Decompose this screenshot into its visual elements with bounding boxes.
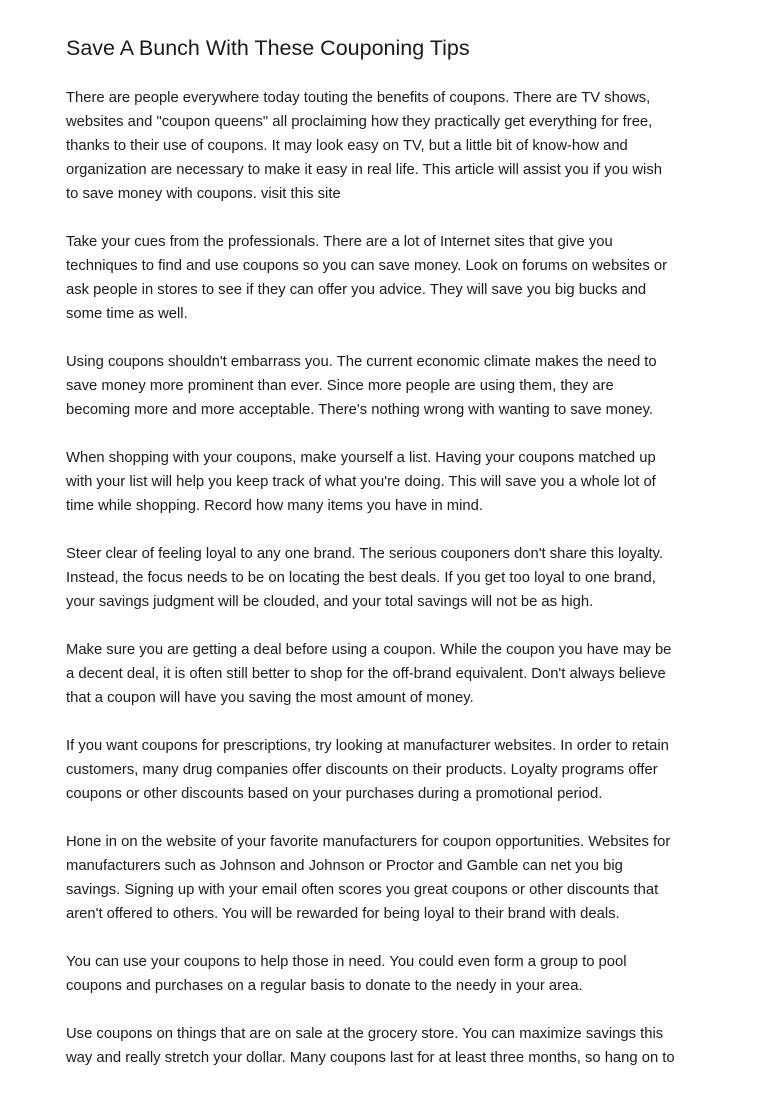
paragraph-line: Make sure you are getting a deal before using a coupon. While the coupon you have may be xyxy=(66,642,672,658)
paragraph-line: Use coupons on things that are on sale at the grocery store. You can maximize savings this xyxy=(66,1026,664,1042)
paragraph-line: manufacturers such as Johnson and Johnson or Proctor and Gamble can net you big xyxy=(66,858,623,874)
paragraph-line: coupons or other discounts based on your purchases during a promotional period. xyxy=(66,786,603,802)
page-title: Save A Bunch With These Couponing Tips xyxy=(66,36,470,60)
paragraph-line: Using coupons shouldn't embarrass you. The current economic climate makes the need to xyxy=(66,354,657,370)
paragraph-line: customers, many drug companies offer discounts on their products. Loyalty programs offer xyxy=(66,762,658,778)
paragraph xyxy=(66,734,716,806)
paragraph-line: some time as well. xyxy=(66,306,188,322)
paragraph-line: If you want coupons for prescriptions, try looking at manufacturer websites. In order to retain xyxy=(66,738,669,754)
paragraph-line: that a coupon will have you saving the most amount of money. xyxy=(66,690,474,706)
paragraph xyxy=(66,950,716,998)
paragraph-line: save money more prominent than ever. Since more people are using them, they are xyxy=(66,378,614,394)
paragraph-line: You can use your coupons to help those in need. You could even form a group to pool xyxy=(66,954,627,970)
paragraph xyxy=(66,350,716,422)
paragraph-line: to save money with coupons. visit this site xyxy=(66,186,341,202)
paragraph xyxy=(66,446,716,518)
paragraph-line: techniques to find and use coupons so you can save money. Look on forums on websites or xyxy=(66,258,668,274)
paragraph-line: your savings judgment will be clouded, and your total savings will not be as high. xyxy=(66,594,594,610)
paragraph-line: way and really stretch your dollar. Many coupons last for at least three months, so hang on to xyxy=(66,1050,675,1066)
paragraph-line: a decent deal, it is often still better to shop for the off-brand equivalent. Don't always believe xyxy=(66,666,666,682)
article-body xyxy=(66,86,716,1094)
paragraph-line: Hone in on the website of your favorite manufacturers for coupon opportunities. Websites for xyxy=(66,834,671,850)
paragraph xyxy=(66,86,716,206)
paragraph xyxy=(66,638,716,710)
paragraph xyxy=(66,230,716,326)
paragraph-line: thanks to their use of coupons. It may look easy on TV, but a little bit of know-how and xyxy=(66,138,628,154)
paragraph-line: When shopping with your coupons, make yourself a list. Having your coupons matched up xyxy=(66,450,656,466)
paragraph-line: Steer clear of feeling loyal to any one brand. The serious couponers don't share this loyalty. xyxy=(66,546,663,562)
paragraph xyxy=(66,542,716,614)
paragraph-line: ask people in stores to see if they can offer you advice. They will save you big bucks and xyxy=(66,282,647,298)
paragraph-line: Take your cues from the professionals. There are a lot of Internet sites that give you xyxy=(66,234,613,250)
paragraph-line: There are people everywhere today touting the benefits of coupons. There are TV shows, xyxy=(66,90,651,106)
paragraph xyxy=(66,830,716,926)
paragraph-line: websites and "coupon queens" all proclaiming how they practically get everything for free, xyxy=(66,114,653,130)
paragraph-line: Instead, the focus needs to be on locating the best deals. If you get too loyal to one brand, xyxy=(66,570,656,586)
paragraph-line: organization are necessary to make it easy in real life. This article will assist you if you wish xyxy=(66,162,662,178)
paragraph-line: savings. Signing up with your email often scores you great coupons or other discounts that xyxy=(66,882,659,898)
paragraph-line: time while shopping. Record how many items you have in mind. xyxy=(66,498,483,514)
paragraph xyxy=(66,1022,716,1070)
paragraph-line: becoming more and more acceptable. There's nothing wrong with wanting to save money. xyxy=(66,402,654,418)
paragraph-line: coupons and purchases on a regular basis to donate to the needy in your area. xyxy=(66,978,583,994)
paragraph-line: aren't offered to others. You will be rewarded for being loyal to their brand with deals. xyxy=(66,906,620,922)
paragraph-line: with your list will help you keep track of what you're doing. This will save you a whole lot of xyxy=(66,474,656,490)
